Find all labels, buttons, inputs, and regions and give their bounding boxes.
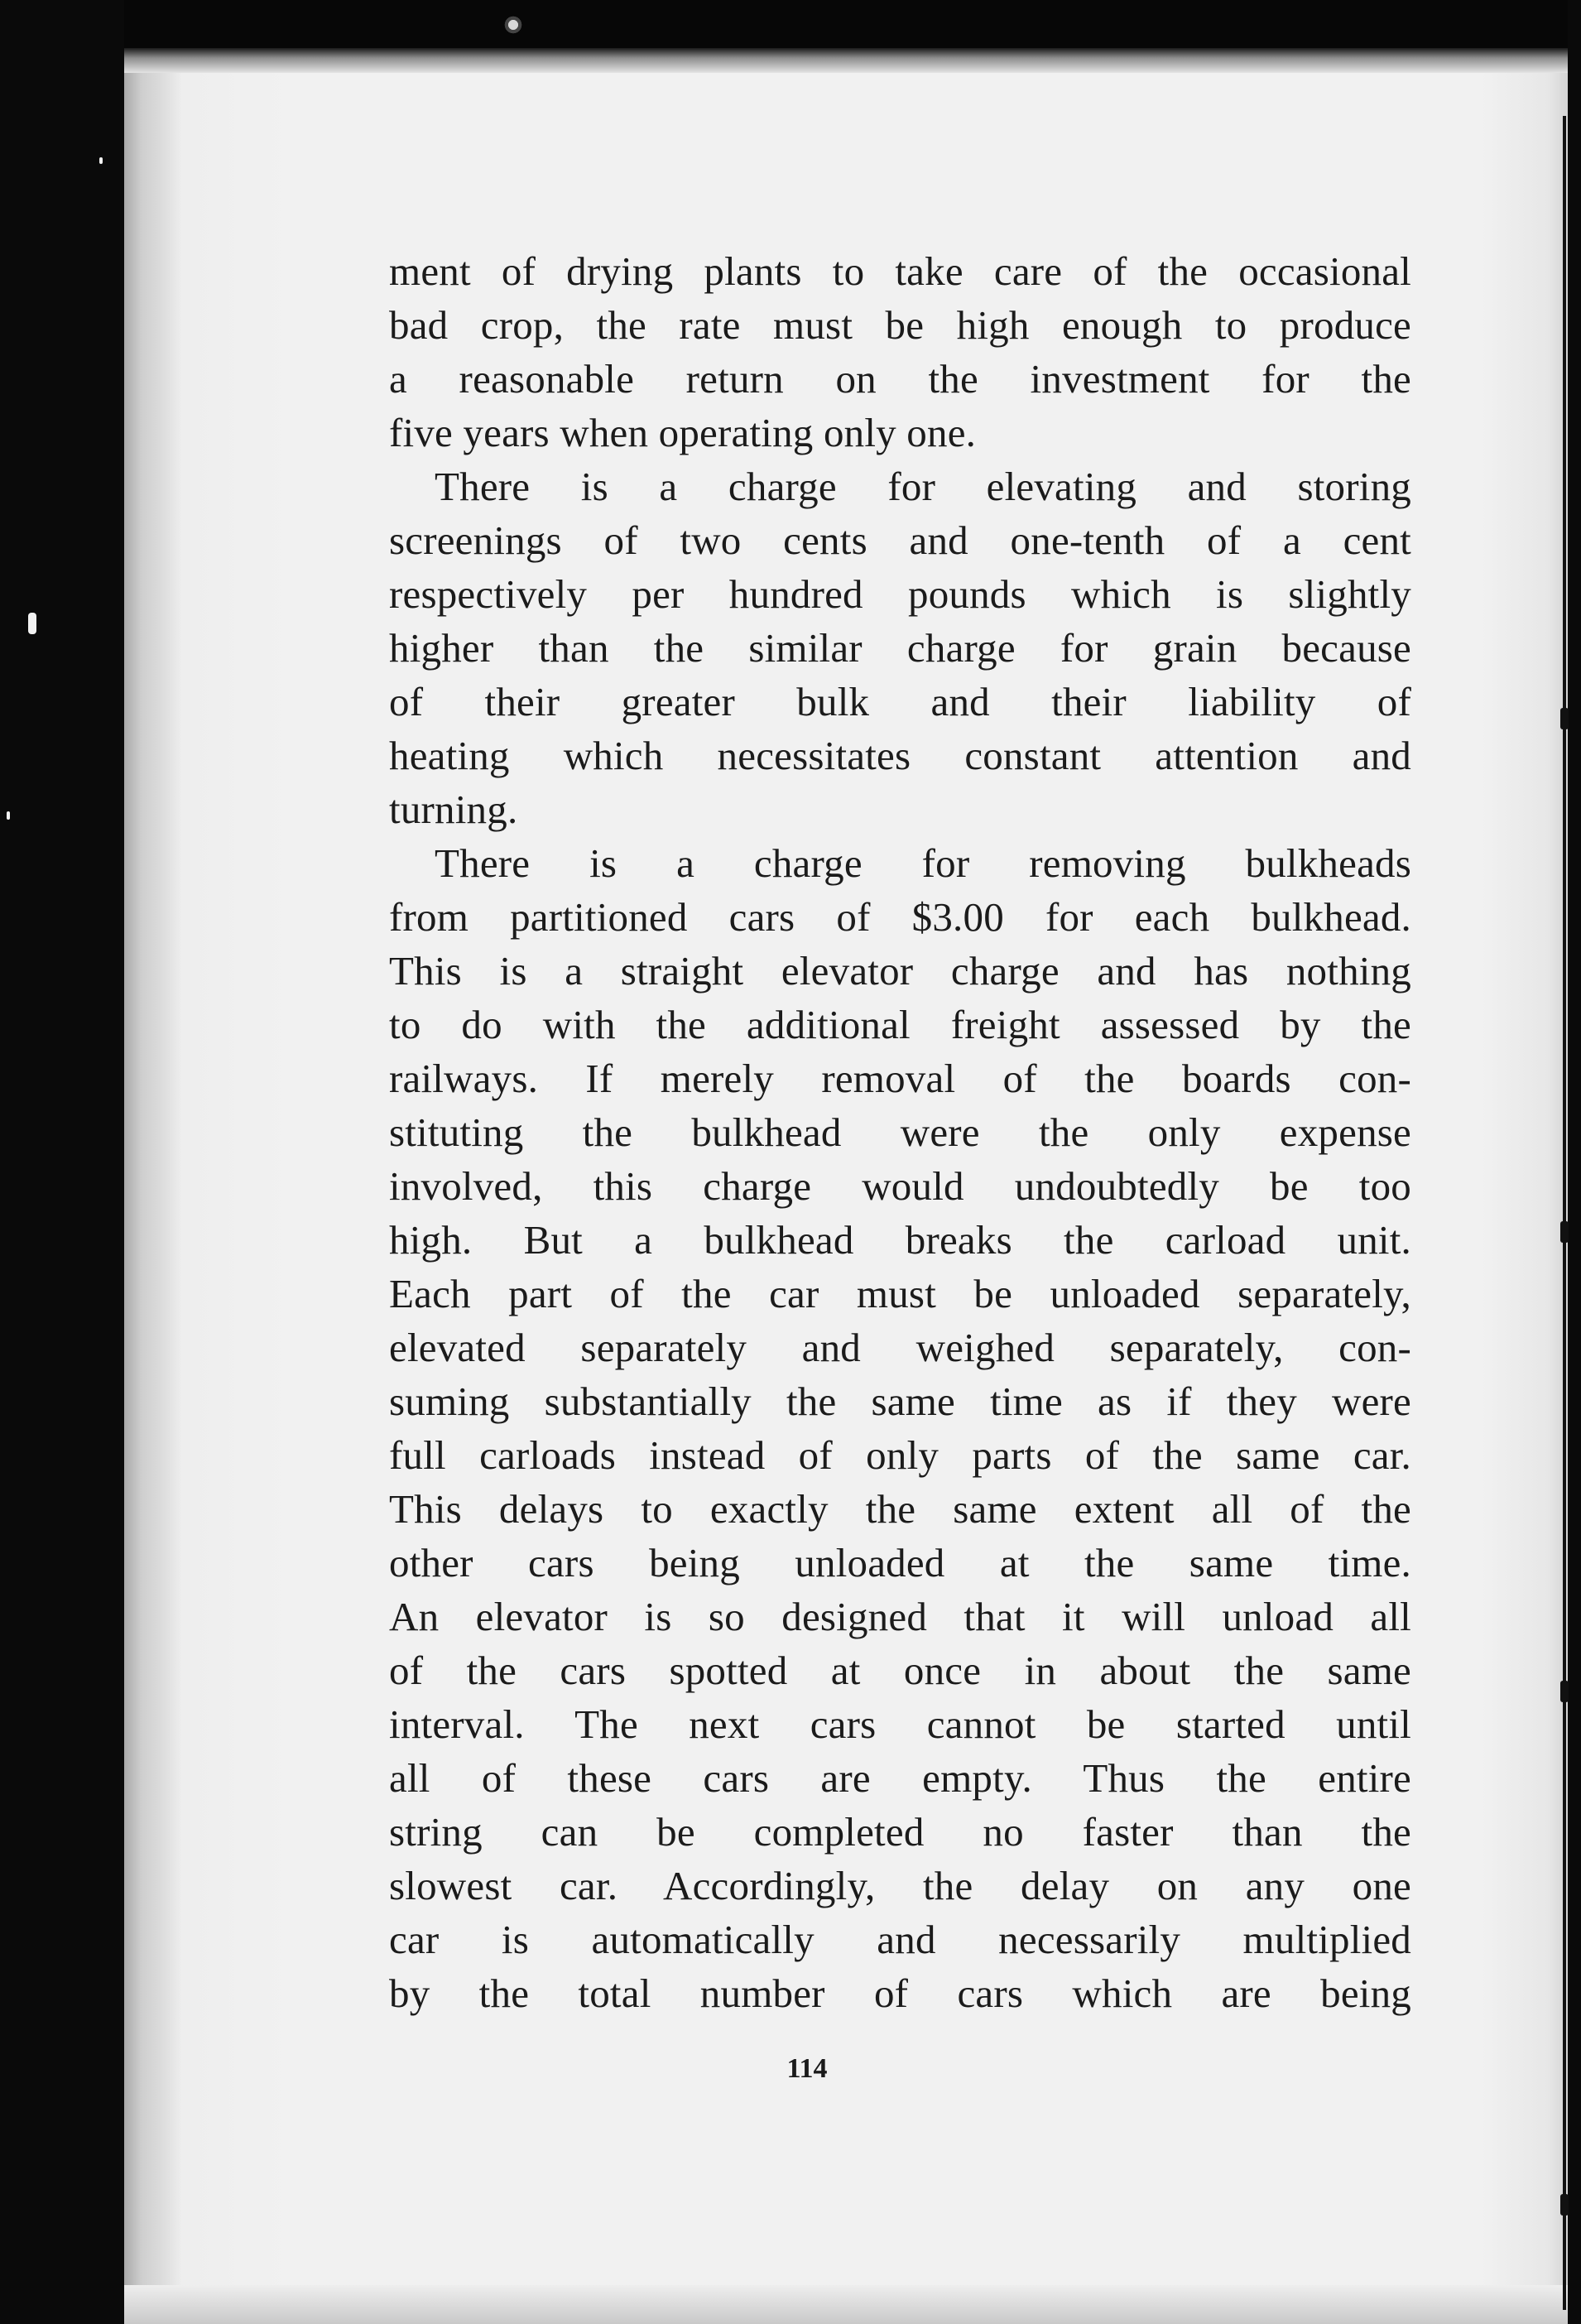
text-line: interval. The next cars cannot be started until <box>389 1701 1411 1747</box>
text-line: elevated separately and weighed separately, con- <box>389 1325 1411 1370</box>
text-line: stituting the bulkhead were the only expense <box>389 1109 1411 1155</box>
text-line: This delays to exactly the same extent all of the <box>389 1486 1411 1532</box>
text-line: from partitioned cars of $3.00 for each bulkhead. <box>389 894 1411 940</box>
text-line: string can be completed no faster than the <box>389 1809 1411 1855</box>
edge-mark <box>1560 1681 1569 1702</box>
text-line: all of these cars are empty. Thus the entire <box>389 1755 1411 1801</box>
text-line: high. But a bulkhead breaks the carload unit. <box>389 1217 1411 1263</box>
text-line: to do with the additional freight assessed by the <box>389 1002 1411 1047</box>
text-line: screenings of two cents and one-tenth of a cent <box>389 517 1411 563</box>
page-number: 114 <box>786 2053 828 2084</box>
text-line: An elevator is so designed that it will unload all <box>389 1594 1411 1639</box>
film-frame-right <box>1568 0 1581 2324</box>
text-line: suming substantially the same time as if they were <box>389 1379 1411 1424</box>
text-line: by the total number of cars which are being <box>389 1970 1411 2016</box>
film-registration-mark <box>503 15 523 35</box>
page-bottom-edge <box>124 2285 1568 2324</box>
page-gutter-shadow <box>124 48 182 2324</box>
paragraph-first-line: There is a charge for removing bulkheads <box>435 840 1411 886</box>
text-line: respectively per hundred pounds which is slightly <box>389 571 1411 617</box>
body-text <box>389 244 1411 2020</box>
edge-mark <box>1560 1221 1569 1243</box>
text-line: heating which necessitates constant attention and <box>389 733 1411 778</box>
text-line: higher than the similar charge for grain because <box>389 625 1411 671</box>
film-speck <box>28 613 36 634</box>
page-top-edge <box>124 48 1568 73</box>
text-line: slowest car. Accordingly, the delay on any one <box>389 1863 1411 1908</box>
film-speck <box>7 811 10 820</box>
text-line: of their greater bulk and their liability of <box>389 679 1411 724</box>
text-line: a reasonable return on the investment for the <box>389 356 1411 402</box>
paragraph-first-line: There is a charge for elevating and storing <box>435 464 1411 509</box>
film-speck <box>99 157 103 164</box>
text-line: turning. <box>389 787 518 832</box>
film-frame-left <box>0 0 124 2324</box>
text-line: involved, this charge would undoubtedly be too <box>389 1163 1411 1209</box>
text-line: five years when operating only one. <box>389 410 977 455</box>
text-line: ment of drying plants to take care of the occasional <box>389 248 1411 294</box>
text-line: other cars being unloaded at the same time. <box>389 1540 1411 1585</box>
text-line: full carloads instead of only parts of the same car. <box>389 1432 1411 1478</box>
text-line: of the cars spotted at once in about the same <box>389 1648 1411 1693</box>
text-line: car is automatically and necessarily multiplied <box>389 1917 1411 1962</box>
text-line: bad crop, the rate must be high enough to produce <box>389 302 1411 348</box>
text-line: railways. If merely removal of the boards con- <box>389 1056 1411 1101</box>
text-line: This is a straight elevator charge and has nothing <box>389 948 1411 994</box>
edge-mark <box>1560 708 1569 729</box>
edge-mark <box>1560 2194 1569 2216</box>
text-line: Each part of the car must be unloaded separately, <box>389 1271 1411 1316</box>
page-right-edge-rule <box>1563 116 1566 2310</box>
